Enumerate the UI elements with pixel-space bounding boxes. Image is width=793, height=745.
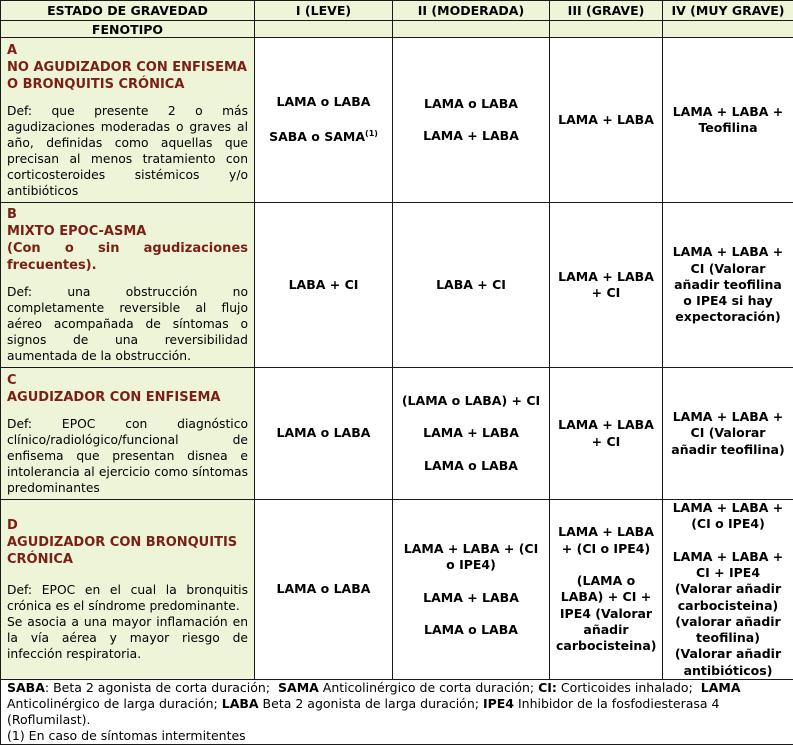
treatment: LAMA o LABA — [399, 96, 543, 112]
phenotype-b-title: MIXTO EPOC-ASMA — [7, 223, 248, 240]
treatment: LAMA + LABA + CI (Valorar añadir teofilina) — [669, 409, 787, 458]
treatment: LAMA + LABA — [399, 128, 543, 144]
phenotype-d-def1: Def: EPOC en el cual la bronquitis crónica es el síndrome predominante. — [7, 582, 248, 614]
phenotype-b — [1, 203, 255, 368]
cell-c-leve — [255, 368, 393, 500]
treatment: LAMA + LABA + Teofilina — [669, 104, 787, 137]
abbreviations-note — [1, 680, 793, 745]
phenotype-row-d — [1, 500, 793, 680]
treatment: LAMA + LABA + CI — [556, 417, 656, 450]
treatment: (LAMA o LABA) + CI — [399, 393, 543, 409]
abbr-laba-def: Beta 2 agonista de larga duración; — [259, 696, 479, 711]
cell-c-grave — [550, 368, 663, 500]
abbr-lama: LAMA — [701, 680, 741, 695]
phenotype-b-letter: B — [7, 206, 248, 223]
cell-b-grave — [550, 203, 663, 368]
treatment: LAMA + LABA + CI (Valorar añadir teofilina o IPE4 si hay expectoración) — [669, 244, 787, 325]
header-estado: ESTADO DE GRAVEDAD — [1, 1, 255, 21]
header-muy-grave: IV (MUY GRAVE) — [663, 1, 793, 21]
treatment: LAMA o LABA — [399, 458, 543, 474]
abbr-ci: CI: — [538, 680, 557, 695]
cell-c-moderada — [393, 368, 550, 500]
abbr-laba: LABA — [222, 696, 259, 711]
abbr-sama: SAMA — [278, 680, 319, 695]
phenotype-row-b — [1, 203, 793, 368]
treatment: LAMA o LABA — [261, 581, 386, 597]
abbr-ci-def: Corticoides inhalado; — [557, 680, 693, 695]
cell-a-moderada — [393, 38, 550, 203]
treatment: LAMA + LABA — [399, 425, 543, 441]
phenotype-b-subtitle: (Con o sin agudizaciones frecuentes). — [7, 240, 248, 274]
fenotipo-label: FENOTIPO — [1, 21, 255, 38]
treatment: LAMA + LABA + CI — [556, 269, 656, 302]
phenotype-c-def: Def: EPOC con diagnóstico clínico/radiológico/funcional de enfisema que presentan disnea e intolerancia al ejercicio como síntomas predominantes — [7, 416, 248, 496]
treatment: LAMA o LABA — [261, 425, 386, 441]
footer-row — [1, 680, 793, 745]
treatment: SABA o SAMA — [269, 130, 365, 145]
cell-d-muy-grave — [663, 500, 793, 680]
header-grave: III (GRAVE) — [550, 1, 663, 21]
cell-b-leve — [255, 203, 393, 368]
cell-b-muy-grave — [663, 203, 793, 368]
treatment: LAMA + LABA + (CI o IPE4) — [669, 500, 787, 533]
treatment: LAMA + LABA + (CI o IPE4) — [399, 541, 543, 574]
treatment: LAMA + LABA + (CI o IPE4) — [556, 524, 656, 557]
treatment: LAMA + LABA + CI + IPE4 (Valorar añadir carbocisteina) (valorar añadir teofilina) (Valorar añadir antibióticos) — [669, 549, 787, 679]
phenotype-c — [1, 368, 255, 500]
phenotype-c-title: AGUDIZADOR CON ENFISEMA — [7, 389, 248, 406]
phenotype-c-letter: C — [7, 372, 248, 389]
treatment: LAMA + LABA — [399, 590, 543, 606]
abbr-saba: SABA — [7, 680, 45, 695]
fenotipo-row — [1, 21, 793, 38]
treatment: LABA + CI — [399, 277, 543, 293]
treatment: LAMA o LABA — [399, 622, 543, 638]
phenotype-d-letter: D — [7, 517, 248, 534]
header-moderada: II (MODERADA) — [393, 1, 550, 21]
header-row — [1, 1, 793, 21]
cell-a-grave — [550, 38, 663, 203]
cell-d-leve — [255, 500, 393, 680]
phenotype-a-letter: A — [7, 42, 248, 59]
treatment: LAMA o LABA — [261, 94, 386, 110]
abbr-saba-def: : Beta 2 agonista de corta duración; — [45, 680, 270, 695]
phenotype-a-def: Def: que presente 2 o más agudizaciones moderadas o graves al año, definidas como aquellas que precisan al menos tratamiento con corticosteroides sistémicos y/o antibióticos — [7, 103, 248, 199]
phenotype-b-def: Def: una obstrucción no completamente reversible al flujo aéreo acompañada de síntomas o signos de una reversibilidad aumentada de la obstrucción. — [7, 284, 248, 364]
cell-a-leve — [255, 38, 393, 203]
phenotype-row-c — [1, 368, 793, 500]
treatment: (LAMA o LABA) + CI + IPE4 (Valorar añadir carbocisteina) — [556, 573, 656, 654]
cell-b-moderada — [393, 203, 550, 368]
cell-a-muy-grave — [663, 38, 793, 203]
abbr-ipe4: IPE4 — [483, 696, 514, 711]
treatment: LABA + CI — [261, 277, 386, 293]
cell-d-moderada — [393, 500, 550, 680]
phenotype-d — [1, 500, 255, 680]
phenotype-d-title: AGUDIZADOR CON BRONQUITIS CRÓNICA — [7, 534, 248, 568]
phenotype-row-a — [1, 38, 793, 203]
abbr-sama-def: Anticolinérgico de corta duración; — [319, 680, 534, 695]
abbr-ipe4-def: Inhibidor de la fosfodiesterasa 4 (Roflumilast). — [7, 696, 720, 727]
treatment: LAMA + LABA — [556, 112, 656, 128]
phenotype-a-title: NO AGUDIZADOR CON ENFISEMA O BRONQUITIS CRÓNICA — [7, 59, 248, 93]
phenotype-d-def2: Se asocia a una mayor inflamación en la vía aérea y mayor riesgo de infección respiratoria. — [7, 614, 248, 662]
footnote-ref: (1) — [365, 129, 378, 138]
footnote-1: (1) En caso de síntomas intermitentes — [7, 728, 787, 744]
cell-c-muy-grave — [663, 368, 793, 500]
header-leve: I (LEVE) — [255, 1, 393, 21]
abbr-lama-def: Anticolinérgico de larga duración; — [7, 696, 218, 711]
cell-d-grave — [550, 500, 663, 680]
phenotype-a — [1, 38, 255, 203]
